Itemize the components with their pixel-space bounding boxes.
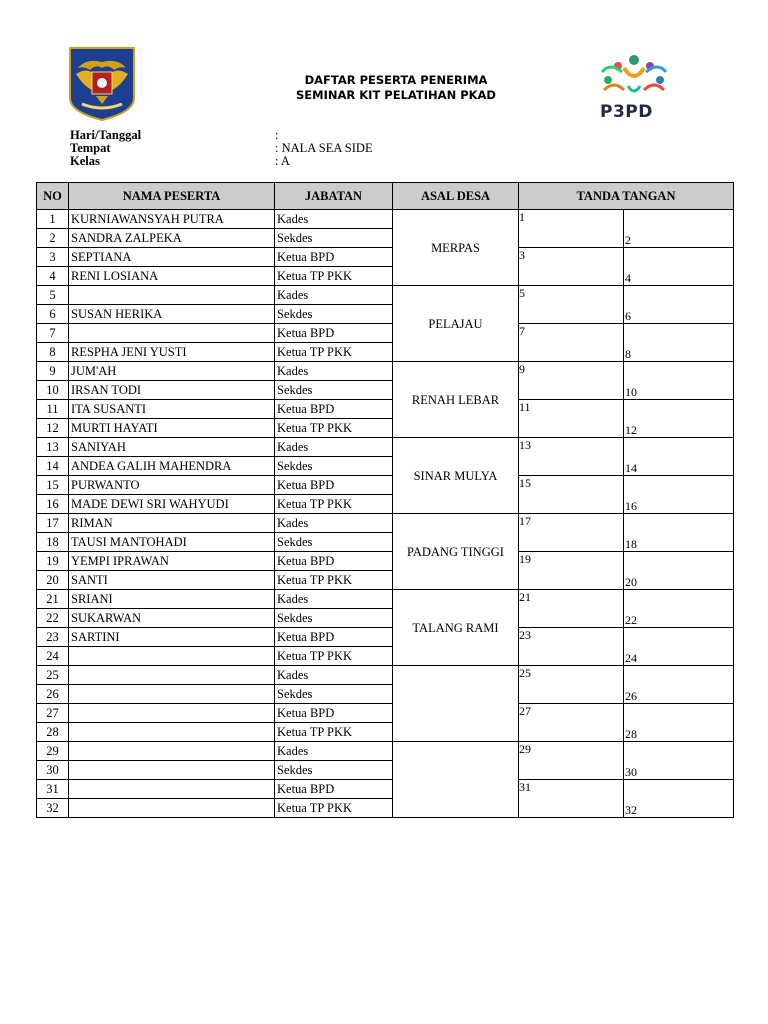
participant-name: SRIANI [69, 590, 275, 609]
participant-position: Kades [275, 210, 393, 229]
signature-number: 22 [625, 613, 637, 627]
signature-cell[interactable] [519, 552, 734, 590]
participant-position: Ketua BPD [275, 704, 393, 723]
participant-position: Ketua BPD [275, 476, 393, 495]
participant-name [69, 780, 275, 799]
signature-number: 8 [625, 347, 631, 361]
signature-number: 11 [519, 400, 531, 414]
row-number: 28 [37, 723, 69, 742]
row-number: 20 [37, 571, 69, 590]
participant-position: Ketua BPD [275, 552, 393, 571]
participant-position: Sekdes [275, 609, 393, 628]
info-value-hari-tanggal: : [275, 128, 279, 142]
participant-name [69, 685, 275, 704]
info-value-tempat: : NALA SEA SIDE [275, 141, 373, 155]
document-title-line1: DAFTAR PESERTA PENERIMA [304, 73, 488, 87]
participant-name: RENI LOSIANA [69, 267, 275, 286]
signature-cell[interactable] [519, 362, 734, 400]
participant-position: Ketua BPD [275, 780, 393, 799]
village-name: RENAH LEBAR [393, 362, 519, 438]
signature-cell[interactable] [519, 324, 734, 362]
signature-number: 5 [519, 286, 525, 300]
signature-number: 9 [519, 362, 525, 376]
participant-name: IRSAN TODI [69, 381, 275, 400]
signature-number: 31 [519, 780, 531, 794]
participant-name: RESPHA JENI YUSTI [69, 343, 275, 362]
participant-name: MADE DEWI SRI WAHYUDI [69, 495, 275, 514]
table-row [37, 704, 734, 723]
signature-number: 7 [519, 324, 525, 338]
participant-name: KURNIAWANSYAH PUTRA [69, 210, 275, 229]
row-number: 26 [37, 685, 69, 704]
signature-divider [623, 286, 624, 323]
village-name: MERPAS [393, 210, 519, 286]
participant-position: Ketua BPD [275, 400, 393, 419]
participant-position: Ketua TP PKK [275, 419, 393, 438]
signature-number: 15 [519, 476, 531, 490]
signature-divider [623, 552, 624, 589]
signature-divider [623, 248, 624, 285]
signature-number: 19 [519, 552, 531, 566]
signature-cell[interactable] [519, 210, 734, 248]
participant-name [69, 647, 275, 666]
signature-cell[interactable] [519, 704, 734, 742]
participant-position: Kades [275, 286, 393, 305]
header-jabatan: JABATAN [275, 183, 393, 210]
participant-table [36, 182, 734, 818]
participant-name: SANTI [69, 571, 275, 590]
participant-position: Sekdes [275, 381, 393, 400]
participant-position: Kades [275, 742, 393, 761]
table-row [37, 514, 734, 533]
participant-name: ITA SUSANTI [69, 400, 275, 419]
participant-name [69, 723, 275, 742]
participant-name: PURWANTO [69, 476, 275, 495]
p3pd-people-icon [594, 50, 674, 102]
participant-position: Ketua TP PKK [275, 495, 393, 514]
participant-position: Kades [275, 666, 393, 685]
signature-number: 14 [625, 461, 637, 475]
row-number: 9 [37, 362, 69, 381]
participant-position: Ketua TP PKK [275, 799, 393, 818]
table-row [37, 324, 734, 343]
signature-number: 3 [519, 248, 525, 262]
participant-position: Ketua TP PKK [275, 723, 393, 742]
row-number: 5 [37, 286, 69, 305]
participant-position: Ketua BPD [275, 324, 393, 343]
signature-cell[interactable] [519, 590, 734, 628]
participant-name [69, 761, 275, 780]
row-number: 3 [37, 248, 69, 267]
row-number: 27 [37, 704, 69, 723]
signature-number: 16 [625, 499, 637, 513]
signature-number: 21 [519, 590, 531, 604]
signature-number: 4 [625, 271, 631, 285]
participant-position: Kades [275, 362, 393, 381]
participant-position: Sekdes [275, 229, 393, 248]
participant-position: Kades [275, 438, 393, 457]
signature-cell[interactable] [519, 476, 734, 514]
row-number: 21 [37, 590, 69, 609]
signature-divider [623, 666, 624, 703]
signature-number: 6 [625, 309, 631, 323]
signature-divider [623, 210, 624, 247]
participant-position: Kades [275, 590, 393, 609]
row-number: 1 [37, 210, 69, 229]
row-number: 13 [37, 438, 69, 457]
signature-cell[interactable] [519, 780, 734, 818]
row-number: 25 [37, 666, 69, 685]
info-label-hari-tanggal: Hari/Tanggal [70, 128, 142, 142]
signature-number: 10 [625, 385, 637, 399]
participant-position: Ketua TP PKK [275, 267, 393, 286]
participant-position: Sekdes [275, 305, 393, 324]
participant-name [69, 286, 275, 305]
signature-number: 30 [625, 765, 637, 779]
table-row [37, 438, 734, 457]
participant-name [69, 742, 275, 761]
row-number: 19 [37, 552, 69, 571]
signature-number: 25 [519, 666, 531, 680]
header-asal-desa: ASAL DESA [393, 183, 519, 210]
participant-name: JUM'AH [69, 362, 275, 381]
table-row [37, 476, 734, 495]
table-row [37, 666, 734, 685]
participant-name: SUKARWAN [69, 609, 275, 628]
row-number: 7 [37, 324, 69, 343]
row-number: 11 [37, 400, 69, 419]
table-row [37, 780, 734, 799]
participant-name: SARTINI [69, 628, 275, 647]
village-name: PADANG TINGGI [393, 514, 519, 590]
signature-divider [623, 704, 624, 741]
row-number: 31 [37, 780, 69, 799]
signature-cell[interactable] [519, 742, 734, 780]
info-value-kelas: : A [275, 154, 290, 168]
table-row [37, 742, 734, 761]
table-row [37, 362, 734, 381]
signature-divider [623, 514, 624, 551]
village-name: TALANG RAMI [393, 590, 519, 666]
row-number: 14 [37, 457, 69, 476]
signature-number: 26 [625, 689, 637, 703]
table-header-row [37, 183, 734, 210]
header-no: NO [37, 183, 69, 210]
participant-name: SANIYAH [69, 438, 275, 457]
p3pd-logo-text: P3PD [600, 102, 653, 122]
signature-number: 12 [625, 423, 637, 437]
participant-name [69, 324, 275, 343]
signature-cell[interactable] [519, 514, 734, 552]
row-number: 8 [37, 343, 69, 362]
p3pd-logo [594, 50, 674, 126]
table-row [37, 286, 734, 305]
header-tanda-tangan: TANDA TANGAN [519, 183, 734, 210]
info-label-tempat: Tempat [70, 141, 111, 155]
row-number: 2 [37, 229, 69, 248]
signature-divider [623, 362, 624, 399]
row-number: 18 [37, 533, 69, 552]
signature-divider [623, 476, 624, 513]
signature-number: 1 [519, 210, 525, 224]
participant-name [69, 799, 275, 818]
participant-name: SEPTIANA [69, 248, 275, 267]
participant-position: Ketua TP PKK [275, 343, 393, 362]
row-number: 15 [37, 476, 69, 495]
signature-divider [623, 590, 624, 627]
header-nama-peserta: NAMA PESERTA [69, 183, 275, 210]
participant-name: MURTI HAYATI [69, 419, 275, 438]
village-name: SINAR MULYA [393, 438, 519, 514]
participant-position: Kades [275, 514, 393, 533]
signature-cell[interactable] [519, 438, 734, 476]
signature-number: 2 [625, 233, 631, 247]
village-name [393, 666, 519, 742]
signature-number: 17 [519, 514, 531, 528]
signature-cell[interactable] [519, 628, 734, 666]
participant-name: SUSAN HERIKA [69, 305, 275, 324]
participant-name: RIMAN [69, 514, 275, 533]
table-row [37, 400, 734, 419]
row-number: 17 [37, 514, 69, 533]
signature-divider [623, 742, 624, 779]
signature-cell[interactable] [519, 666, 734, 704]
participant-name [69, 666, 275, 685]
row-number: 6 [37, 305, 69, 324]
table-row [37, 210, 734, 229]
row-number: 29 [37, 742, 69, 761]
participant-name: ANDEA GALIH MAHENDRA [69, 457, 275, 476]
row-number: 4 [37, 267, 69, 286]
signature-cell[interactable] [519, 248, 734, 286]
participant-position: Sekdes [275, 457, 393, 476]
signature-number: 27 [519, 704, 531, 718]
participant-name: TAUSI MANTOHADI [69, 533, 275, 552]
row-number: 12 [37, 419, 69, 438]
participant-position: Sekdes [275, 761, 393, 780]
participant-name [69, 704, 275, 723]
signature-divider [623, 400, 624, 437]
row-number: 32 [37, 799, 69, 818]
signature-number: 29 [519, 742, 531, 756]
participant-position: Ketua BPD [275, 248, 393, 267]
signature-number: 24 [625, 651, 637, 665]
table-row [37, 248, 734, 267]
row-number: 10 [37, 381, 69, 400]
participant-name: SANDRA ZALPEKA [69, 229, 275, 248]
signature-divider [623, 438, 624, 475]
signature-cell[interactable] [519, 400, 734, 438]
row-number: 16 [37, 495, 69, 514]
signature-number: 13 [519, 438, 531, 452]
row-number: 24 [37, 647, 69, 666]
row-number: 30 [37, 761, 69, 780]
table-row [37, 590, 734, 609]
signature-divider [623, 324, 624, 361]
village-name [393, 742, 519, 818]
participant-position: Ketua TP PKK [275, 571, 393, 590]
signature-divider [623, 628, 624, 665]
row-number: 23 [37, 628, 69, 647]
participant-position: Sekdes [275, 685, 393, 704]
participant-position: Sekdes [275, 533, 393, 552]
garuda-emblem-icon [68, 46, 136, 122]
participant-name: YEMPI IPRAWAN [69, 552, 275, 571]
signature-number: 28 [625, 727, 637, 741]
document-title-line2: SEMINAR KIT PELATIHAN PKAD [296, 88, 496, 102]
signature-cell[interactable] [519, 286, 734, 324]
participant-position: Ketua BPD [275, 628, 393, 647]
table-row [37, 628, 734, 647]
signature-number: 20 [625, 575, 637, 589]
info-label-kelas: Kelas [70, 154, 100, 168]
signature-number: 32 [625, 803, 637, 817]
signature-divider [623, 780, 624, 817]
participant-position: Ketua TP PKK [275, 647, 393, 666]
signature-number: 18 [625, 537, 637, 551]
signature-number: 23 [519, 628, 531, 642]
village-name: PELAJAU [393, 286, 519, 362]
row-number: 22 [37, 609, 69, 628]
table-row [37, 552, 734, 571]
